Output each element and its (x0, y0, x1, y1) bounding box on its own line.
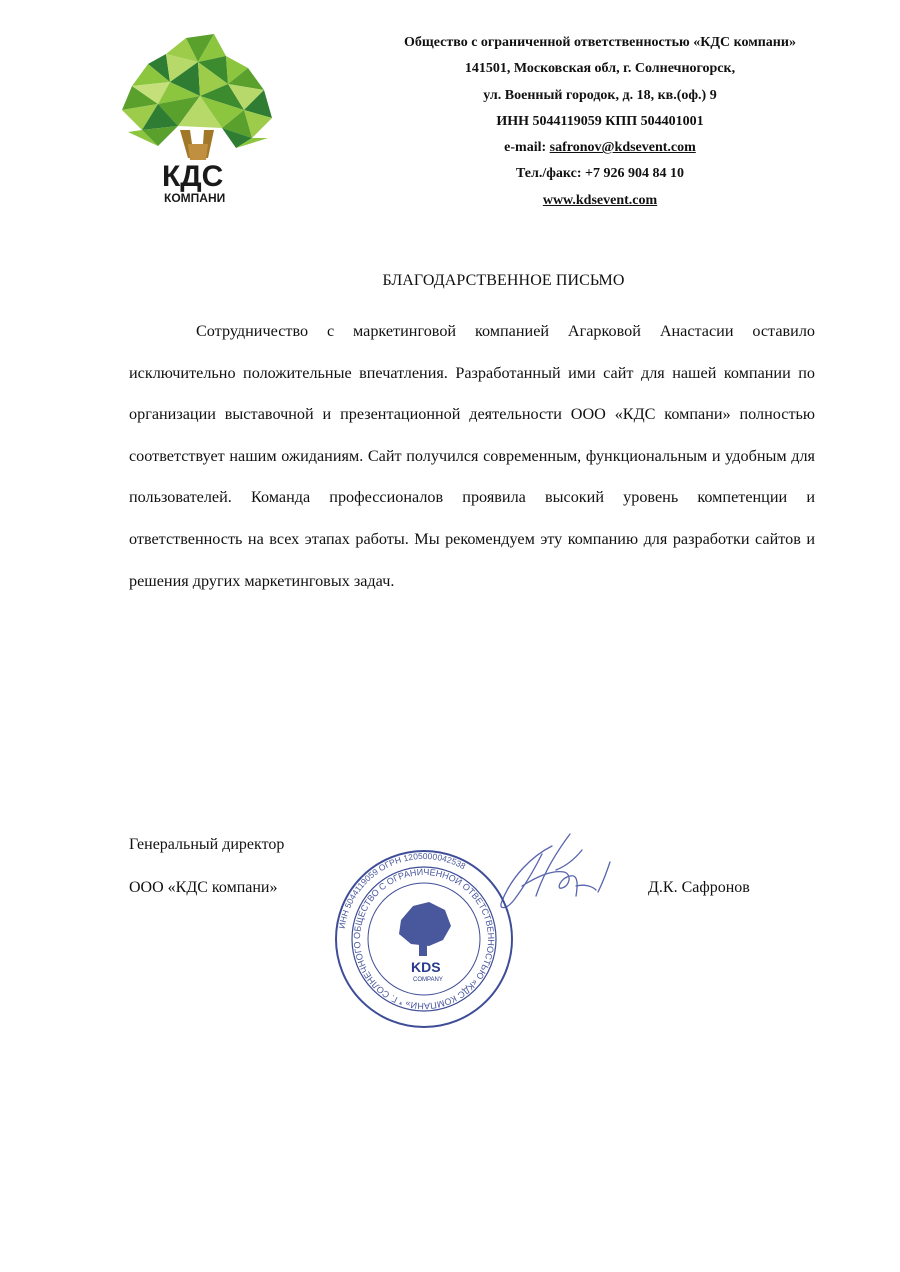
stamp-outer-text: ИНН 5044119059 ОГРН 1205000042538 (336, 850, 468, 930)
company-stamp (333, 848, 515, 1030)
signatory-organization: ООО «КДС компани» (129, 879, 278, 896)
tree-logo-icon (118, 34, 278, 210)
company-name: Общество с ограниченной ответственностью «КДС компани» (404, 35, 796, 50)
stamp-center-sub: COMPANY (413, 977, 443, 983)
email-link[interactable]: safronov@kdsevent.com (549, 140, 696, 156)
address-line-1: 141501, Московская обл, г. Солнечногорск, (464, 61, 736, 77)
signatory-role: Генеральный директор (129, 836, 285, 853)
website-line (340, 188, 860, 214)
email-line (340, 135, 860, 161)
letter-title: БЛАГОДАРСТВЕННОЕ ПИСЬМО (382, 272, 625, 289)
stamp-center-text: KDS (411, 959, 441, 975)
company-logo (118, 34, 278, 210)
inn-kpp: ИНН 5044119059 КПП 504401001 (496, 113, 704, 129)
letterhead (340, 30, 860, 214)
letter-body: Сотрудничество с маркетинговой компанией Агарковой Анастасии оставило исключительно положительные впечатления. Разработанный ими сайт для нашей компании по организации выставочной и презентационной деятельности ООО «КДС компани» полностью соответствует нашим ожиданиям. Сайт получился современным, функциональным и удобным для пользователей. Команда профессионалов проявила высокий уровень компетенции и ответственность на всех этапах работы. Мы рекомендуем эту компанию для разработки сайтов и решения других маркетинговых задач. (129, 322, 815, 590)
tree-trunk (180, 130, 214, 160)
stamp-seal-icon (333, 848, 515, 1030)
logo-sub-text: КОМПАНИ (164, 191, 226, 205)
website-link[interactable]: www.kdsevent.com (542, 192, 658, 208)
signature-scribble-icon (492, 826, 627, 921)
email-label: e-mail: (504, 140, 550, 156)
stamp-ring-text: ОБЩЕСТВО С ОГРАНИЧЕННОЙ ОТВЕТСТВЕННОСТЬЮ «КДС КОМПАНИ» * Г. СОЛНЕЧНОГО (351, 866, 497, 1012)
signatory-name: Д.К. Сафронов (648, 879, 750, 896)
handwritten-signature (492, 826, 627, 921)
logo-brand-text: КДС (162, 160, 224, 193)
tree-canopy (122, 34, 272, 148)
address-line-2: ул. Военный городок, д. 18, кв.(оф.) 9 (483, 87, 717, 103)
phone-fax: Тел./факс: +7 926 904 84 10 (515, 166, 685, 182)
